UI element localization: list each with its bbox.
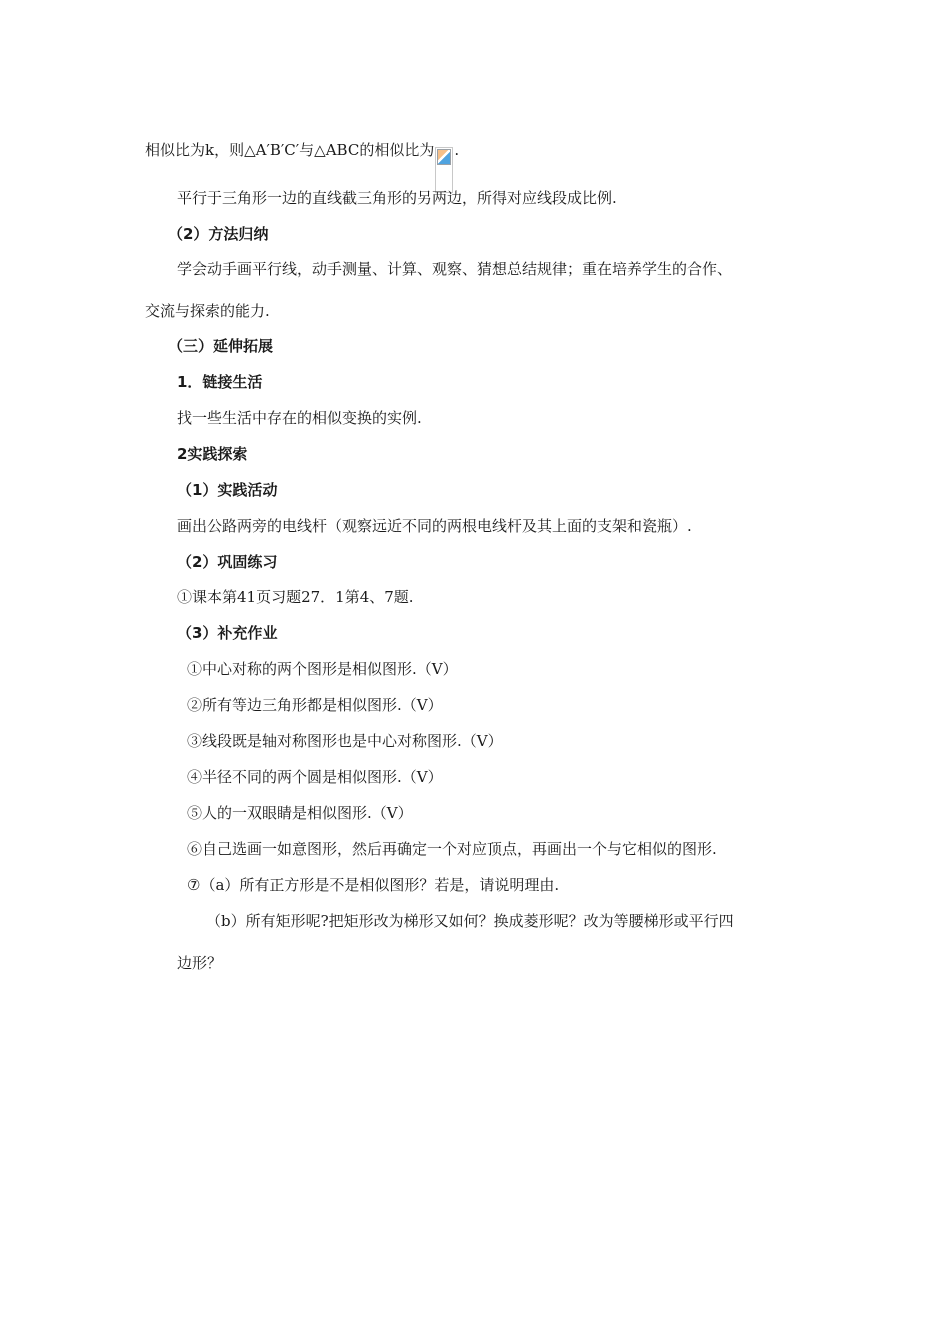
homework-item-4: ④半径不同的两个圆是相似图形.（V） — [187, 768, 443, 786]
paragraph-method-2: 交流与探索的能力. — [145, 302, 270, 320]
paragraph-link-life: 找一些生活中存在的相似变换的实例. — [177, 409, 422, 427]
homework-item-2: ②所有等边三角形都是相似图形.（V） — [187, 696, 443, 714]
heading-consolidation: （2）巩固练习 — [177, 553, 278, 571]
heading-practice-explore: 2实践探索 — [177, 445, 248, 463]
heading-practice-activity: （1）实践活动 — [177, 481, 278, 499]
text-line-ratio — [145, 140, 459, 193]
heading-link-life: 1．链接生活 — [177, 373, 263, 391]
homework-item-7b-cont: 边形？ — [177, 954, 223, 972]
homework-item-5: ⑤人的一双眼睛是相似图形.（V） — [187, 804, 413, 822]
heading-extra-homework: （3）补充作业 — [177, 624, 278, 642]
paragraph-method-1: 学会动手画平行线，动手测量、计算、观察、猜想总结规律；重在培养学生的合作、 — [177, 260, 733, 278]
ratio-period: . — [454, 141, 460, 159]
homework-item-1: ①中心对称的两个图形是相似图形.（V） — [187, 660, 458, 678]
homework-item-6: ⑥自己选画一如意图形，然后再确定一个对应顶点，再画出一个与它相似的图形. — [187, 840, 717, 858]
homework-item-7b: （b）所有矩形呢?把矩形改为梯形又如何？换成菱形呢？改为等腰梯形或平行四 — [206, 912, 734, 930]
homework-item-3: ③线段既是轴对称图形也是中心对称图形.（V） — [187, 732, 503, 750]
exercise-textbook: ①课本第41页习题27．1第4、7题. — [177, 588, 414, 606]
ratio-text: 相似比为k，则△A′B′C′与△ABC的相似比为 — [145, 141, 435, 159]
paragraph-practice-activity: 画出公路两旁的电线杆（观察远近不同的两根电线杆及其上面的支架和瓷瓶）. — [177, 517, 692, 535]
heading-extension: （三）延伸拓展 — [168, 337, 274, 355]
homework-item-7a: ⑦（a）所有正方形是不是相似图形？若是，请说明理由. — [187, 876, 560, 894]
paragraph-parallel-line: 平行于三角形一边的直线截三角形的另两边，所得对应线段成比例. — [177, 189, 617, 207]
heading-method-summary: （2）方法归纳 — [168, 225, 269, 243]
broken-image-icon — [435, 147, 453, 193]
